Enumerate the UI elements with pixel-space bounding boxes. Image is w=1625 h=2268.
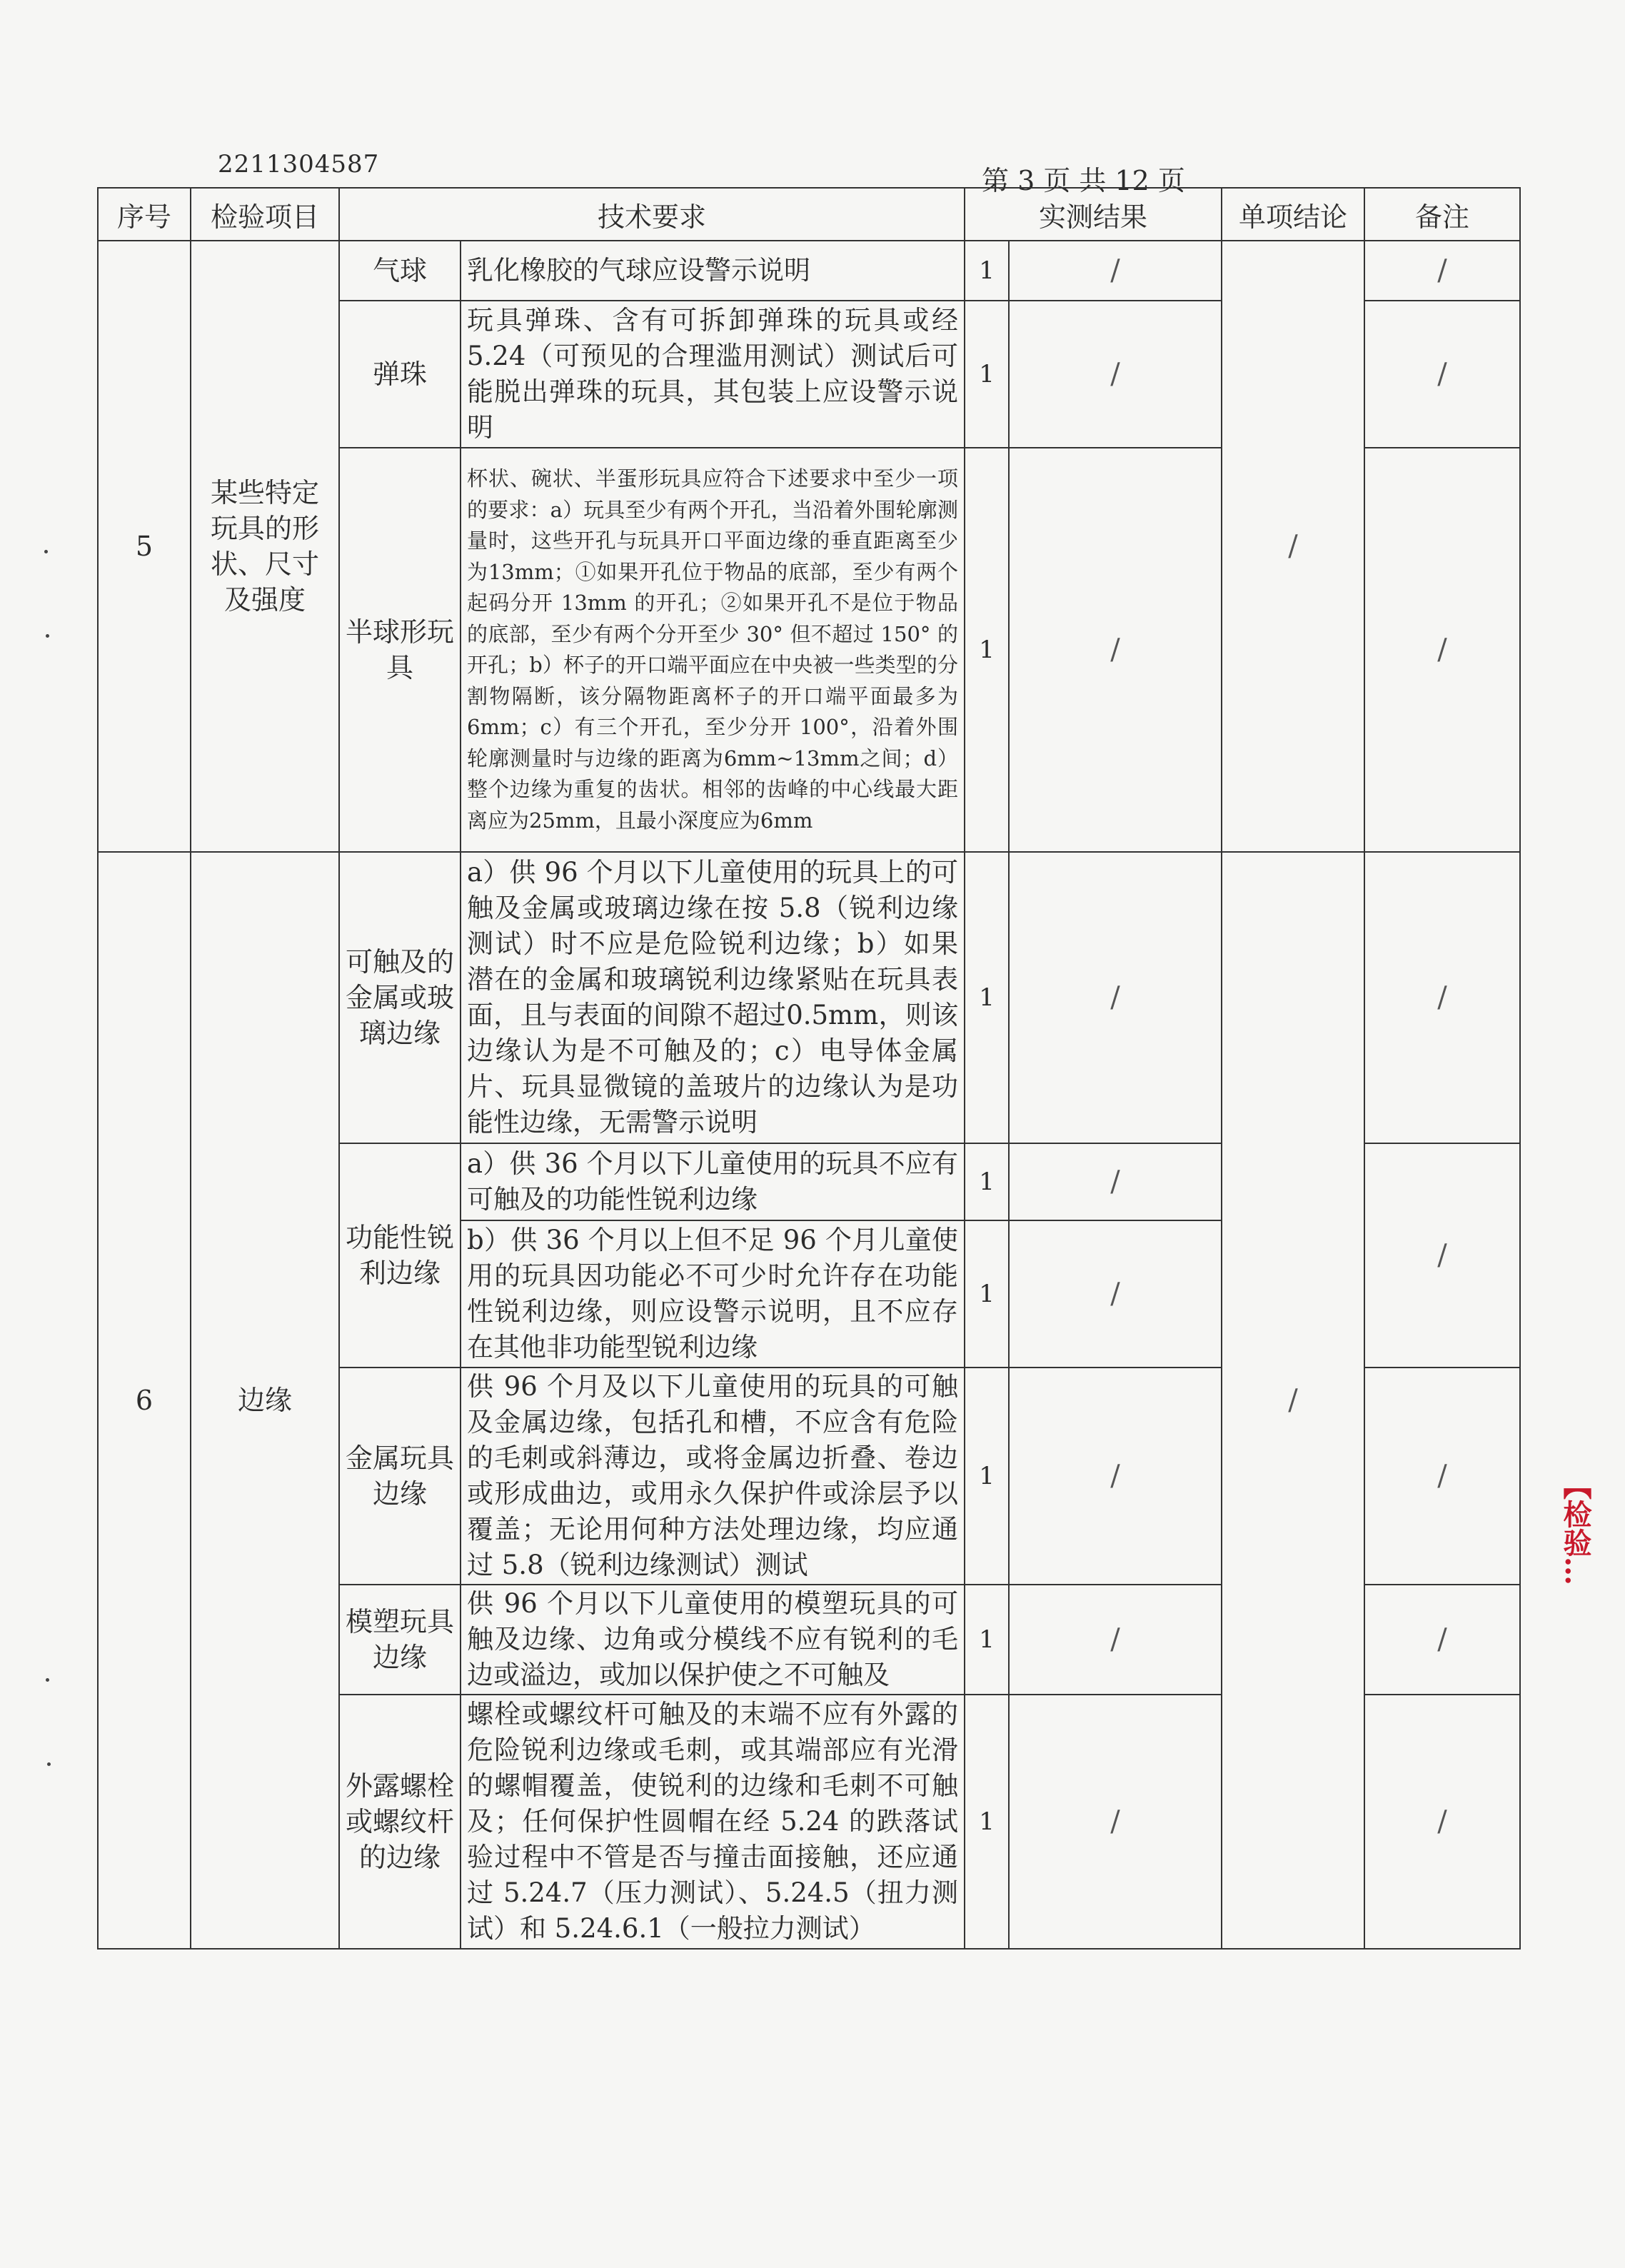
col-requirement-header: 技术要求 xyxy=(339,188,965,241)
sub-item: 金属玩具边缘 xyxy=(339,1368,461,1585)
col-conclusion-header: 单项结论 xyxy=(1222,188,1364,241)
col-result-header: 实测结果 xyxy=(965,188,1222,241)
col-remark-header: 备注 xyxy=(1364,188,1520,241)
requirement-text: a）供 96 个月以下儿童使用的玩具上的可触及金属或玻璃边缘在按 5.8（锐利边缘测试）时不应是危险锐利边缘；b）如果潜在的金属和玻璃锐利边缘紧贴在玩具表面，且与表面的间隙不超过0.5mm，则该边缘认为是不可触及的；c）电导体金属片、玩具显微镜的盖玻片的边缘认为是功能性边缘，无需警示说明 xyxy=(461,852,965,1143)
sub-item: 半球形玩具 xyxy=(339,448,461,852)
requirement-text: 杯状、碗状、半蛋形玩具应符合下述要求中至少一项的要求：a）玩具至少有两个开孔，当沿着外围轮廓测量时，这些开孔与玩具开口平面边缘的垂直距离至少为13mm；①如果开孔位于物品的底部，至少有两个起码分开 13mm 的开孔；②如果开孔不是位于物品的底部，至少有两个分开至少 30° 但不超过 150° 的开孔；b）杯子的开口端平面应在中央被一些类型的分割物隔断，该分隔物距离杯子的开口端平面最多为 6mm；c）有三个开孔，至少分开 100°，沿着外围轮廓测量时与边缘的距离为6mm~13mm之间；d）整个边缘为重复的齿状。相邻的齿峰的中心线最大距离应为25mm，且最小深度应为6mm xyxy=(461,448,965,852)
scan-speck xyxy=(47,1762,51,1766)
sample-count: 1 xyxy=(965,1143,1009,1220)
measured-result: / xyxy=(1009,448,1222,852)
sub-item: 功能性锐利边缘 xyxy=(339,1143,461,1368)
col-seq-header: 序号 xyxy=(98,188,191,241)
table-header-row xyxy=(98,188,1520,241)
requirement-text: 乳化橡胶的气球应设警示说明 xyxy=(461,241,965,301)
scan-speck xyxy=(44,550,48,553)
requirement-text: 供 96 个月以下儿童使用的模塑玩具的可触及边缘、边角或分模线不应有锐利的毛边或溢边，或加以保护使之不可触及 xyxy=(461,1585,965,1695)
seal-stamp-fragment: 【检验… xyxy=(1559,1471,1592,1585)
measured-result: / xyxy=(1009,1220,1222,1368)
sample-count: 1 xyxy=(965,1220,1009,1368)
remark: / xyxy=(1364,301,1520,448)
sample-count: 1 xyxy=(965,301,1009,448)
remark: / xyxy=(1364,1143,1520,1368)
group-seq: 6 xyxy=(98,852,191,1949)
requirement-text: 螺栓或螺纹杆可触及的末端不应有外露的危险锐利边缘或毛刺，或其端部应有光滑的螺帽覆盖，使锐利的边缘和毛刺不可触及；任何保护性圆帽在经 5.24 的跌落试验过程中不管是否与撞击面接触，还应通过 5.24.7（压力测试）、5.24.5（扭力测试）和 5.24.6.1（一般拉力测试） xyxy=(461,1695,965,1949)
group-conclusion: / xyxy=(1222,241,1364,852)
sample-count: 1 xyxy=(965,1585,1009,1695)
measured-result: / xyxy=(1009,1695,1222,1949)
remark: / xyxy=(1364,1368,1520,1585)
requirement-text: a）供 36 个月以下儿童使用的玩具不应有可触及的功能性锐利边缘 xyxy=(461,1143,965,1220)
remark: / xyxy=(1364,1695,1520,1949)
group-seq: 5 xyxy=(98,241,191,852)
requirement-text: b）供 36 个月以上但不足 96 个月儿童使用的玩具因功能必不可少时允许存在功能性锐利边缘，则应设警示说明，且不应存在其他非功能型锐利边缘 xyxy=(461,1220,965,1368)
sample-count: 1 xyxy=(965,1695,1009,1949)
requirement-text: 供 96 个月及以下儿童使用的玩具的可触及金属边缘，包括孔和槽，不应含有危险的毛刺或斜薄边，或将金属边折叠、卷边或形成曲边，或用永久保护件或涂层予以覆盖；无论用何种方法处理边缘，均应通过 5.8（锐利边缘测试）测试 xyxy=(461,1368,965,1585)
group-item: 某些特定玩具的形状、尺寸及强度 xyxy=(191,241,339,852)
scan-speck xyxy=(46,634,49,638)
sample-count: 1 xyxy=(965,448,1009,852)
scan-speck xyxy=(46,1678,49,1682)
inspection-table xyxy=(97,187,1521,1950)
remark: / xyxy=(1364,852,1520,1143)
sample-count: 1 xyxy=(965,852,1009,1143)
group-conclusion: / xyxy=(1222,852,1364,1949)
page-indicator: 第 3 页 共 12 页 xyxy=(982,165,1185,196)
sub-item: 外露螺栓或螺纹杆的边缘 xyxy=(339,1695,461,1949)
measured-result: / xyxy=(1009,852,1222,1143)
table-row xyxy=(98,241,1520,301)
measured-result: / xyxy=(1009,301,1222,448)
sub-item: 弹珠 xyxy=(339,301,461,448)
report-number: 2211304587 xyxy=(218,150,380,179)
sample-count: 1 xyxy=(965,241,1009,301)
sub-item: 模塑玩具边缘 xyxy=(339,1585,461,1695)
remark: / xyxy=(1364,1585,1520,1695)
remark: / xyxy=(1364,241,1520,301)
measured-result: / xyxy=(1009,241,1222,301)
requirement-text: 玩具弹珠、含有可拆卸弹珠的玩具或经5.24（可预见的合理滥用测试）测试后可能脱出弹珠的玩具，其包装上应设警示说明 xyxy=(461,301,965,448)
sub-item: 气球 xyxy=(339,241,461,301)
col-item-header: 检验项目 xyxy=(191,188,339,241)
measured-result: / xyxy=(1009,1368,1222,1585)
sub-item: 可触及的金属或玻璃边缘 xyxy=(339,852,461,1143)
group-item: 边缘 xyxy=(191,852,339,1949)
measured-result: / xyxy=(1009,1143,1222,1220)
table-row xyxy=(98,852,1520,1143)
remark: / xyxy=(1364,448,1520,852)
measured-result: / xyxy=(1009,1585,1222,1695)
sample-count: 1 xyxy=(965,1368,1009,1585)
